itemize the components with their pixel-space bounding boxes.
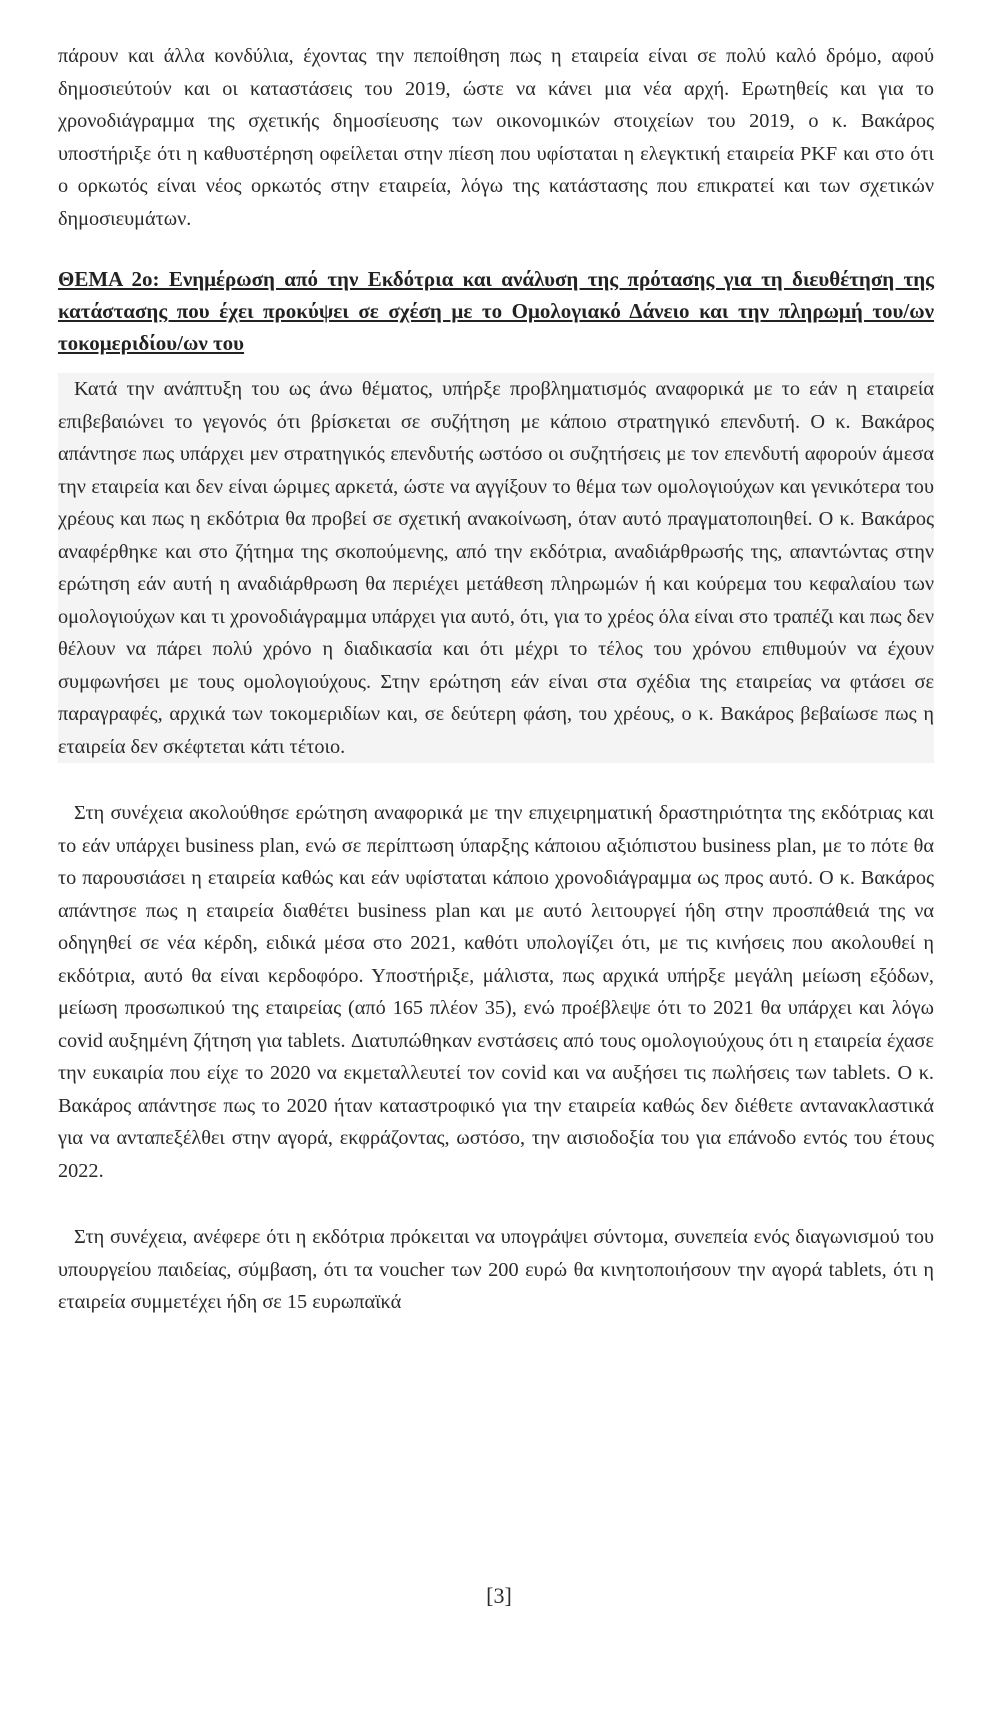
paragraph-strategic-investor: Κατά την ανάπτυξη του ως άνω θέματος, υπήρξε προβληματισμός αναφορικά με το εάν η εταιρεία επιβεβαιώνει το γεγονός ότι βρίσκεται σε συζήτηση με κάποιο στρατηγικό επενδυτή. Ο κ. Βακάρος απάντησε πως υπάρχει μεν στρατηγικός επενδυτής ωστόσο οι συζητήσεις με τον επενδυτή αφορούν άμεσα την εταιρεία και δεν είναι ώριμες αρκετά, ώστε να αγγίξουν το θέμα των ομολογιούχων και γενικότερα του χρέους και πως η εκδότρια θα προβεί σε σχετική ανακοίνωση, όταν αυτό πραγματοποιηθεί. Ο κ. Βακάρος αναφέρθηκε και στο ζήτημα της σκοπούμενης, από την εκδότρια, αναδιάρθρωσής της, απαντώντας στην ερώτηση εάν αυτή η αναδιάρθρωση θα περιέχει μετάθεση πληρωμών ή και κούρεμα του κεφαλαίου των ομολογιούχων και τι χρονοδιάγραμμα υπάρχει για αυτό, ότι, για το χρέος όλα είναι στο τραπέζι και πως δεν θέλουν να πάρει πολύ χρόνο η διαδικασία και ότι μέχρι το τέλος του χρόνου επιθυμούν να έχουν συμφωνήσει με τους ομολογιούχους. Στην ερώτηση εάν είναι στα σχέδια της εταιρείας να φτάσει σε παραγραφές, αρχικά των τοκομεριδίων και, σε δεύτερη φάση, του χρέους, ο κ. Βακάρος βεβαίωσε πως η εταιρεία δεν σκέφτεται κάτι τέτοιο. [58,373,934,763]
section-heading: ΘΕΜΑ 2ο: Ενημέρωση από την Εκδότρια και ανάλυση της πρότασης για τη διευθέτηση της κατάστασης που έχει προκύψει σε σχέση με το Ομολογιακό Δάνειο και την πληρωμή του/ων τοκομεριδίου/ων του [58,267,934,355]
page-number: [3] [486,1583,512,1608]
paragraph-contract: Στη συνέχεια, ανέφερε ότι η εκδότρια πρόκειται να υπογράψει σύντομα, συνεπεία ενός διαγωνισμού του υπουργείου παιδείας, σύμβαση, ότι τα voucher των 200 ευρώ θα κινητοποιήσουν την αγορά tablets, ότι η εταιρεία συμμετέχει ήδη σε 15 ευρωπαϊκά [58,1226,934,1313]
intro-paragraph: πάρουν και άλλα κονδύλια, έχοντας την πεποίθηση πως η εταιρεία είναι σε πολύ καλό δρόμο, αφού δημοσιεύτούν και οι καταστάσεις του 2019, ώστε να κάνει μια νέα αρχή. Ερωτηθείς και για το χρονοδιάγραμμα της σχετικής δημοσίευσης των οικονομικών στοιχείων του 2019, ο κ. Βακάρος υποστήριξε ότι η καθυστέρηση οφείλεται στην πίεση που υφίσταται η ελεγκτική εταιρεία PKF και στο ότι ο ορκωτός είναι νέος ορκωτός στην εταιρεία, λόγω της κατάστασης που επικρατεί και των σχετικών δημοσιευμάτων. [58,45,934,230]
page-content [58,40,934,1319]
paragraph-business-plan: Στη συνέχεια ακολούθησε ερώτηση αναφορικά με την επιχειρηματική δραστηριότητα της εκδότριας και το εάν υπάρχει business plan, ενώ σε περίπτωση ύπαρξης κάποιου αξιόπιστου business plan, με το πότε θα το παρουσιάσει η εταιρεία καθώς και εάν υφίσταται κάποιο χρονοδιάγραμμα ως προς αυτό. Ο κ. Βακάρος απάντησε πως η εταιρεία διαθέτει business plan και με αυτό λειτουργεί ήδη στην προσπάθειά της να οδηγηθεί σε νέα κέρδη, ειδικά μέσα στο 2021, καθότι υπολογίζει ότι, με τις κινήσεις που ακολουθεί η εκδότρια, αυτό θα είναι κερδοφόρο. Υποστήριξε, μάλιστα, πως αρχικά υπήρξε μεγάλη μείωση εξόδων, μείωση προσωπικού της εταιρείας (από 165 πλέον 35), ενώ προέβλεψε ότι το 2021 θα υπάρχει και λόγω covid αυξημένη ζήτηση για tablets. Διατυπώθηκαν ενστάσεις από τους ομολογιούχους ότι η εταιρεία έχασε την ευκαιρία που είχε το 2020 να εκμεταλλευτεί τον covid και να αυξήσει τις πωλήσεις των tablets. Ο κ. Βακάρος απάντησε πως το 2020 ήταν καταστροφικό για την εταιρεία καθώς δεν διέθετε αντανακλαστικά για να ανταπεξέλθει στην αγορά, εκφράζοντας, ωστόσο, την αισιοδοξία του για επάνοδο εντός του έτους 2022. [58,802,935,1182]
